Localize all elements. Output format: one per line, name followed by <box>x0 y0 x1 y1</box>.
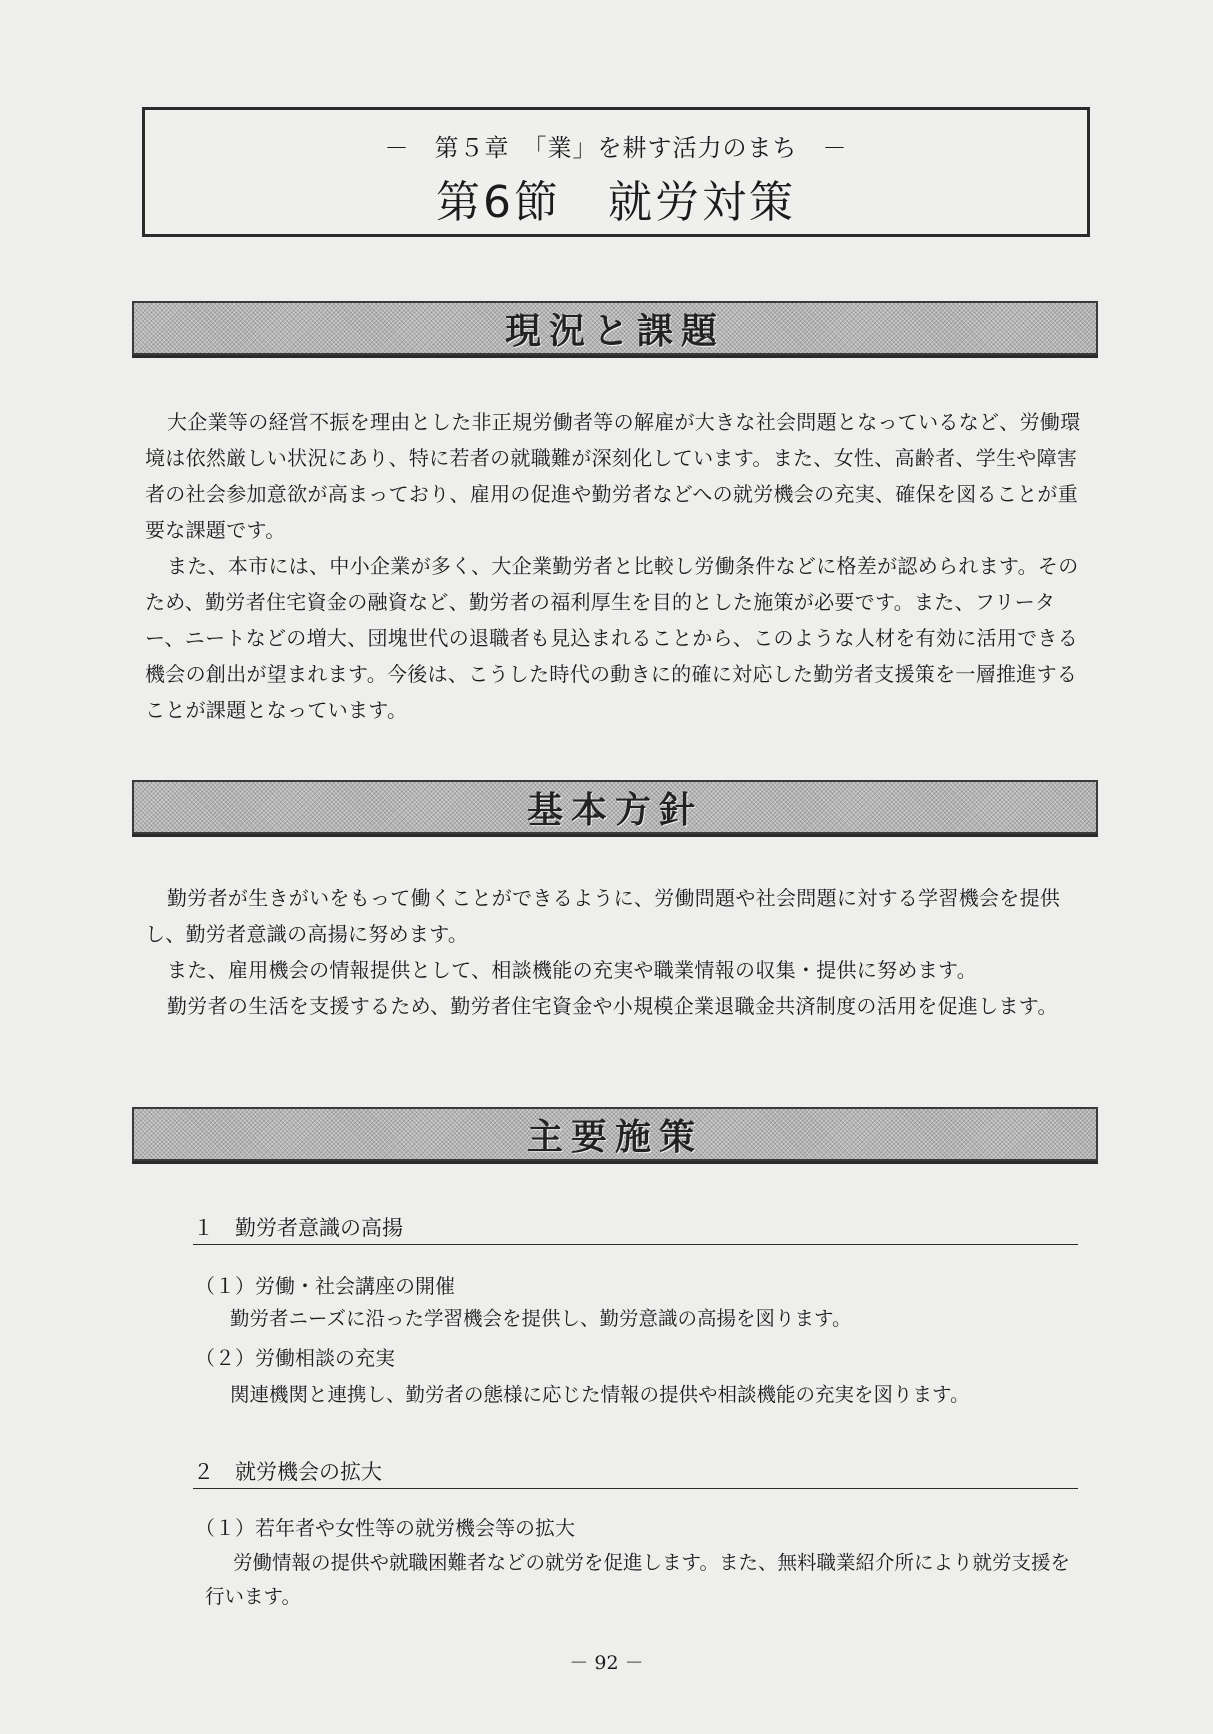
measure-item-title: （１）労働・社会講座の開催 <box>195 1274 455 1298</box>
paragraph: 勤労者の生活を支援するため、勤労者住宅資金や小規模企業退職金共済制度の活用を促進します。 <box>167 994 1058 1018</box>
banner-current-issues <box>132 301 1098 355</box>
paragraph: 大企業等の経営不振を理由とした非正規労働者等の解雇が大きな社会問題となっているなど、労働環境は依然厳しい状況にあり、特に若者の就職難が深刻化しています。また、女性、高齢者、学生や障害者の社会参加意欲が高まっており、雇用の促進や勤労者などへの就労機会の充実、確保を図ることが重要な課題です。 <box>145 410 1081 542</box>
measure-number: ２ <box>193 1460 214 1484</box>
chapter-title-box <box>142 107 1090 237</box>
chapter-title: － 第５章 「業」を耕す活力のまち － <box>384 134 848 162</box>
measure-item-body: 関連機関と連携し、勤労者の態様に応じた情報の提供や相談機能の充実を図ります。 <box>230 1383 970 1406</box>
basic-policy-text <box>145 880 1090 1024</box>
paragraph: また、本市には、中小企業が多く、大企業勤労者と比較し労働条件などに格差が認められます。そのため、勤労者住宅資金の融資など、勤労者の福利厚生を目的とした施策が必要です。また、フリーター、ニートなどの増大、団塊世代の退職者も見込まれることから、このような人材を有効に活用できる機会の創出が望まれます。今後は、こうした時代の動きに的確に対応した勤労者支援策を一層推進することが課題となっています。 <box>145 554 1079 722</box>
banner-main-measures <box>132 1107 1098 1161</box>
banner-current-issues-label: 現況と課題 <box>504 310 725 352</box>
paragraph: また、雇用機会の情報提供として、相談機能の充実や職業情報の収集・提供に努めます。 <box>167 958 977 982</box>
measure-title: 就労機会の拡大 <box>235 1460 382 1484</box>
banner-basic-policy-label: 基本方針 <box>526 789 703 831</box>
banner-basic-policy <box>132 780 1098 834</box>
measure-item-title: （２）労働相談の充実 <box>195 1346 395 1370</box>
measure-item-text: 労働情報の提供や就職困難者などの就労を促進します。また、無料職業紹介所により就労支援を行います。 <box>205 1551 1070 1608</box>
current-issues-text <box>145 404 1090 728</box>
page-number: － 92 － <box>569 1652 644 1674</box>
paragraph: 勤労者が生きがいをもって働くことができるように、労働問題や社会問題に対する学習機会を提供し、勤労者意識の高揚に努めます。 <box>145 886 1061 946</box>
measure-heading-1 <box>193 1212 1078 1245</box>
measure-item-title: （１）若年者や女性等の就労機会等の拡大 <box>195 1516 575 1540</box>
measure-item-body <box>205 1546 1082 1614</box>
measure-heading-2 <box>193 1456 1078 1489</box>
banner-main-measures-label: 主要施策 <box>526 1116 703 1158</box>
measure-title: 勤労者意識の高揚 <box>235 1216 403 1240</box>
section-title: 第6節 就労対策 <box>436 177 796 228</box>
measure-number: １ <box>193 1216 214 1240</box>
measure-item-body: 勤労者ニーズに沿った学習機会を提供し、勤労意識の高揚を図ります。 <box>230 1307 852 1330</box>
